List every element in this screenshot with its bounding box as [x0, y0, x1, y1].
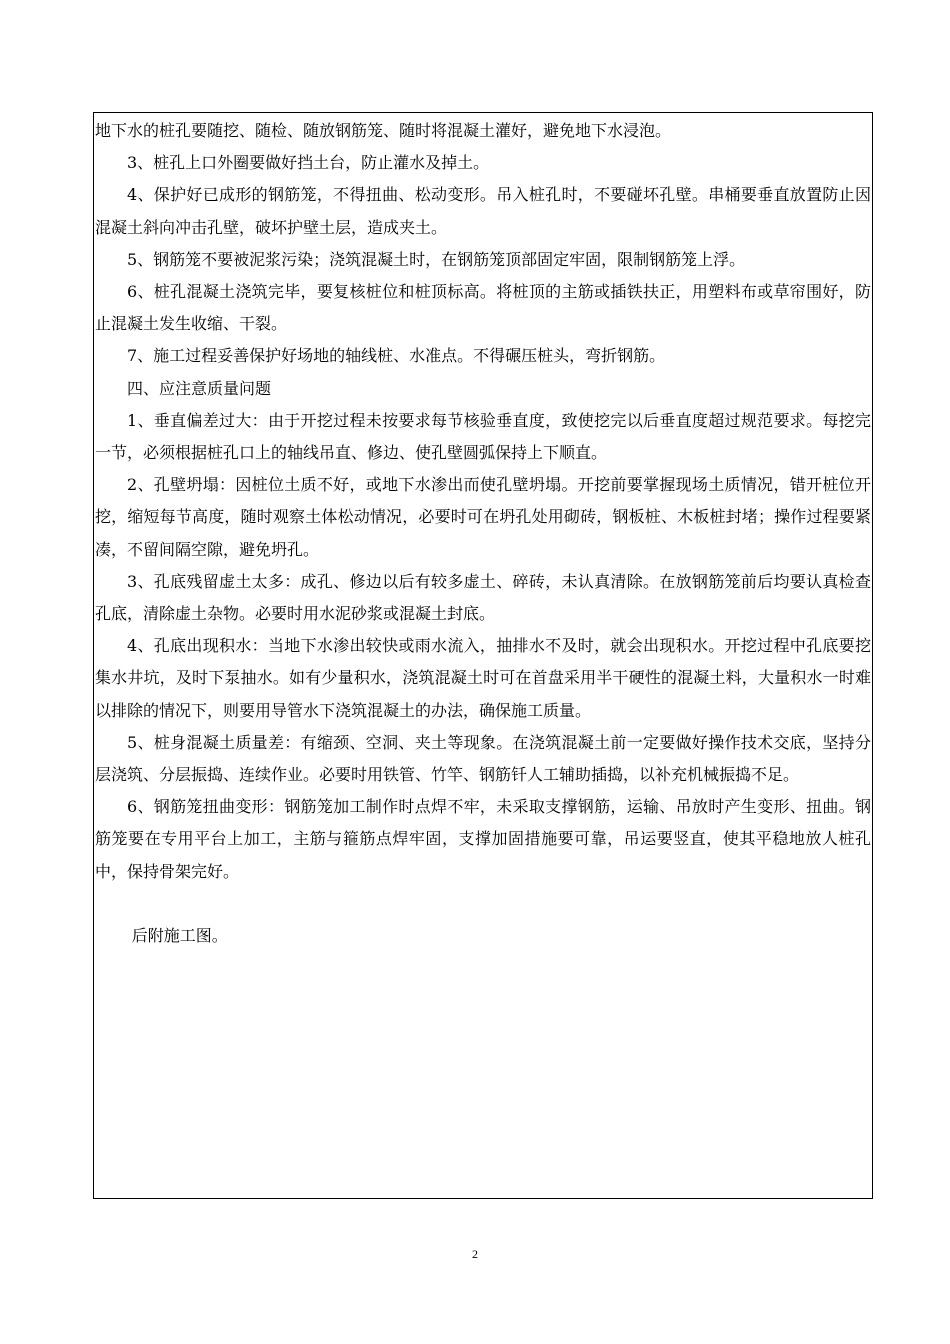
quality-issue-2: 2、孔壁坍塌：因桩位土质不好，或地下水渗出而使孔壁坍塌。开挖前要掌握现场土质情况，错开桩位开挖，缩短每节高度，随时观察土体松动情况，必要时可在坍孔处用砌砖，钢板桩、木板桩封堵；操作过程要紧凑，不留间隔空隙，避免坍孔。	[95, 475, 871, 559]
section-heading-quality-issues: 四、应注意质量问题	[127, 378, 272, 398]
page-number: 2	[472, 1247, 478, 1261]
appendix-note: 后附施工图。	[131, 925, 228, 945]
paragraph-item-3: 3、桩孔上口外圈要做好挡土台，防止灌水及掉土。	[127, 153, 490, 173]
quality-issue-1: 1、垂直偏差过大：由于开挖过程未按要求每节核验垂直度，致使挖完以后垂直度超过规范要求。每挖完一节，必须根据桩孔口上的轴线吊直、修边、使孔壁圆弧保持上下顺直。	[95, 410, 871, 463]
document-body	[95, 115, 871, 952]
paragraph-continuation: 地下水的桩孔要随挖、随检、随放钢筋笼、随时将混凝土灌好，避免地下水浸泡。	[95, 121, 672, 140]
paragraph-item-4: 4、保护好已成形的钢筋笼，不得扭曲、松动变形。吊入桩孔时，不要碰坏孔壁。串桶要垂直放置防止因混凝土斜向冲击孔壁，破坏护壁土层，造成夹土。	[95, 185, 871, 237]
content-table-frame	[93, 112, 873, 1199]
paragraph-item-5: 5、钢筋笼不要被泥浆污染；浇筑混凝土时，在钢筋笼顶部固定牢固，限制钢筋笼上浮。	[127, 249, 746, 269]
quality-issue-3: 3、孔底残留虚土太多：成孔、修边以后有较多虚土、碎砖，未认真清除。在放钢筋笼前后均要认真检查孔底，清除虚土杂物。必要时用水泥砂浆或混凝土封底。	[95, 571, 871, 624]
quality-issue-4: 4、孔底出现积水：当地下水渗出较快或雨水流入，抽排水不及时，就会出现积水。开挖过程中孔底要挖集水井坑，及时下泵抽水。如有少量积水，浇筑混凝土时可在首盘采用半干硬性的混凝土料，大量积水一时难以排除的情况下，则要用导管水下浇筑混凝土的办法，确保施工质量。	[95, 636, 871, 720]
paragraph-item-7: 7、施工过程妥善保护好场地的轴线桩、水准点。不得碾压桩头，弯折钢筋。	[127, 346, 666, 366]
quality-issue-6: 6、钢筋笼扭曲变形：钢筋笼加工制作时点焊不牢，未采取支撑钢筋，运输、吊放时产生变形、扭曲。钢筋笼要在专用平台上加工，主筋与箍筋点焊牢固，支撑加固措施要可靠，吊运要竖直，使其平稳地放人桩孔中，保持骨架完好。	[95, 797, 871, 881]
quality-issue-5: 5、桩身混凝土质量差：有缩颈、空洞、夹土等现象。在浇筑混凝土前一定要做好操作技术交底，坚持分层浇筑、分层振捣、连续作业。必要时用铁管、竹竿、钢筋钎人工辅助插捣，以补充机械振捣不足。	[95, 732, 871, 785]
paragraph-item-6: 6、桩孔混凝土浇筑完毕，要复核桩位和桩顶标高。将桩顶的主筋或插铁扶正，用塑料布或草帘围好，防止混凝土发生收缩、干裂。	[95, 282, 871, 334]
